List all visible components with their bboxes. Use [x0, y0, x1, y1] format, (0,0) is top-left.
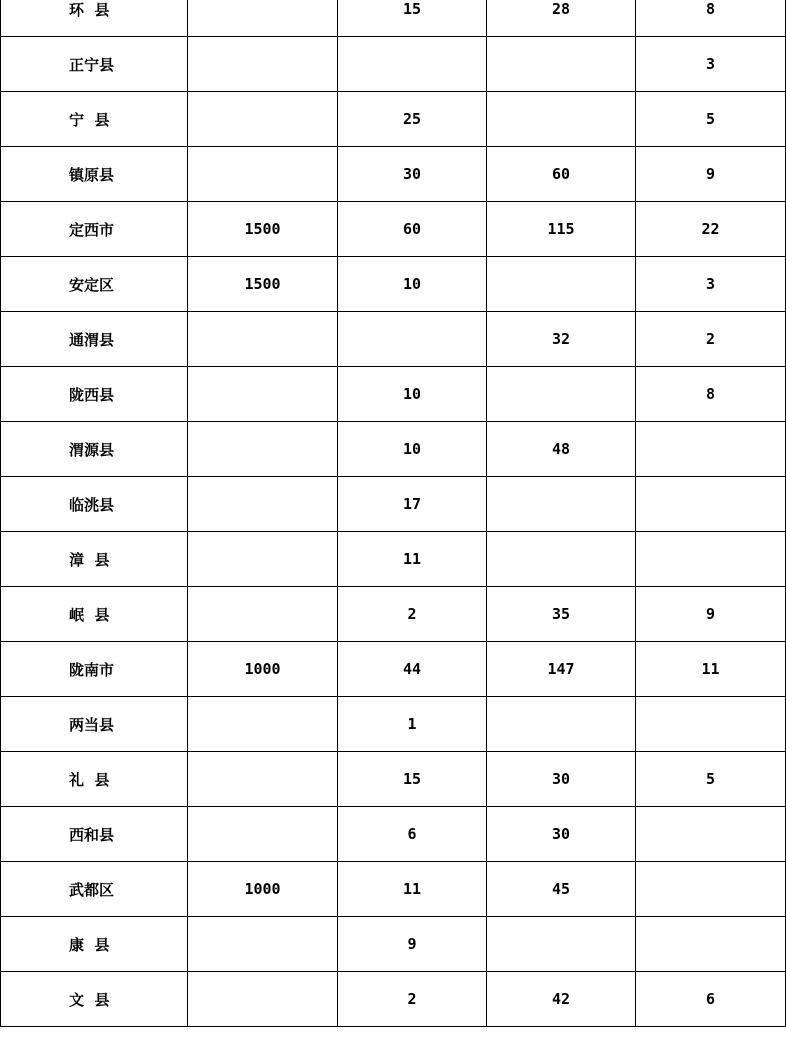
table-row	[1, 202, 786, 257]
value-cell-col1: 1500	[188, 257, 338, 312]
value-cell-col3: 30	[487, 807, 636, 862]
region-name-cell: 礼 县	[1, 752, 188, 807]
value-cell-col3	[487, 532, 636, 587]
region-name-cell: 西和县	[1, 807, 188, 862]
value-cell-col3: 35	[487, 587, 636, 642]
table-body	[1, 0, 786, 1027]
region-name-cell: 安定区	[1, 257, 188, 312]
region-name-cell: 武都区	[1, 862, 188, 917]
value-cell-col1	[188, 422, 338, 477]
value-cell-col3	[487, 917, 636, 972]
value-cell-col1	[188, 752, 338, 807]
region-name-cell: 渭源县	[1, 422, 188, 477]
value-cell-col1	[188, 37, 338, 92]
table-row	[1, 917, 786, 972]
value-cell-col3	[487, 477, 636, 532]
region-name-cell: 两当县	[1, 697, 188, 752]
table-row	[1, 972, 786, 1027]
value-cell-col1	[188, 532, 338, 587]
value-cell-col3	[487, 92, 636, 147]
region-name-cell: 康 县	[1, 917, 188, 972]
value-cell-col4: 3	[636, 37, 786, 92]
value-cell-col2: 17	[338, 477, 487, 532]
value-cell-col1	[188, 587, 338, 642]
value-cell-col2: 2	[338, 972, 487, 1027]
value-cell-col1	[188, 697, 338, 752]
value-cell-col3: 28	[487, 0, 636, 37]
table-row	[1, 642, 786, 697]
value-cell-col2: 15	[338, 0, 487, 37]
value-cell-col2: 6	[338, 807, 487, 862]
region-name-cell: 通渭县	[1, 312, 188, 367]
value-cell-col4	[636, 862, 786, 917]
value-cell-col3: 48	[487, 422, 636, 477]
value-cell-col1: 1500	[188, 202, 338, 257]
value-cell-col2: 2	[338, 587, 487, 642]
value-cell-col3	[487, 37, 636, 92]
region-name-cell: 宁 县	[1, 92, 188, 147]
table-row	[1, 312, 786, 367]
value-cell-col2	[338, 312, 487, 367]
value-cell-col4	[636, 477, 786, 532]
value-cell-col4: 22	[636, 202, 786, 257]
value-cell-col4	[636, 917, 786, 972]
value-cell-col4: 6	[636, 972, 786, 1027]
value-cell-col2: 1	[338, 697, 487, 752]
value-cell-col1	[188, 367, 338, 422]
region-name-cell: 镇原县	[1, 147, 188, 202]
value-cell-col4: 11	[636, 642, 786, 697]
value-cell-col3: 147	[487, 642, 636, 697]
value-cell-col1: 1000	[188, 862, 338, 917]
region-name-cell: 正宁县	[1, 37, 188, 92]
value-cell-col1	[188, 972, 338, 1027]
value-cell-col4: 5	[636, 92, 786, 147]
value-cell-col1	[188, 147, 338, 202]
value-cell-col3: 32	[487, 312, 636, 367]
value-cell-col2: 25	[338, 92, 487, 147]
region-name-cell: 文 县	[1, 972, 188, 1027]
region-name-cell: 岷 县	[1, 587, 188, 642]
region-name-cell: 陇南市	[1, 642, 188, 697]
value-cell-col4: 2	[636, 312, 786, 367]
value-cell-col2: 10	[338, 422, 487, 477]
table-row	[1, 147, 786, 202]
value-cell-col4	[636, 532, 786, 587]
value-cell-col2: 60	[338, 202, 487, 257]
table-row	[1, 257, 786, 312]
value-cell-col2: 10	[338, 367, 487, 422]
value-cell-col2: 10	[338, 257, 487, 312]
region-name-cell: 漳 县	[1, 532, 188, 587]
table-row	[1, 477, 786, 532]
value-cell-col1	[188, 917, 338, 972]
region-name-cell: 环 县	[1, 0, 188, 37]
table-row	[1, 862, 786, 917]
value-cell-col3: 42	[487, 972, 636, 1027]
value-cell-col1	[188, 312, 338, 367]
value-cell-col3	[487, 367, 636, 422]
table-row	[1, 532, 786, 587]
value-cell-col3: 45	[487, 862, 636, 917]
table-row	[1, 807, 786, 862]
value-cell-col2: 15	[338, 752, 487, 807]
value-cell-col2: 11	[338, 862, 487, 917]
value-cell-col4: 8	[636, 0, 786, 37]
value-cell-col4	[636, 807, 786, 862]
value-cell-col4: 3	[636, 257, 786, 312]
value-cell-col2	[338, 37, 487, 92]
value-cell-col4	[636, 422, 786, 477]
table-row	[1, 422, 786, 477]
value-cell-col3	[487, 257, 636, 312]
table-row	[1, 697, 786, 752]
table-row	[1, 752, 786, 807]
table-row	[1, 367, 786, 422]
table-row	[1, 0, 786, 37]
value-cell-col3: 115	[487, 202, 636, 257]
value-cell-col2: 9	[338, 917, 487, 972]
region-name-cell: 定西市	[1, 202, 188, 257]
value-cell-col4: 9	[636, 587, 786, 642]
value-cell-col1: 1000	[188, 642, 338, 697]
value-cell-col1	[188, 477, 338, 532]
value-cell-col4: 8	[636, 367, 786, 422]
value-cell-col1	[188, 92, 338, 147]
value-cell-col3: 30	[487, 752, 636, 807]
value-cell-col4: 5	[636, 752, 786, 807]
value-cell-col2: 30	[338, 147, 487, 202]
value-cell-col2: 44	[338, 642, 487, 697]
value-cell-col3	[487, 697, 636, 752]
value-cell-col4: 9	[636, 147, 786, 202]
region-name-cell: 陇西县	[1, 367, 188, 422]
value-cell-col1	[188, 0, 338, 37]
table-row	[1, 92, 786, 147]
value-cell-col1	[188, 807, 338, 862]
value-cell-col3: 60	[487, 147, 636, 202]
value-cell-col4	[636, 697, 786, 752]
region-name-cell: 临洮县	[1, 477, 188, 532]
table-row	[1, 37, 786, 92]
value-cell-col2: 11	[338, 532, 487, 587]
table-row	[1, 587, 786, 642]
